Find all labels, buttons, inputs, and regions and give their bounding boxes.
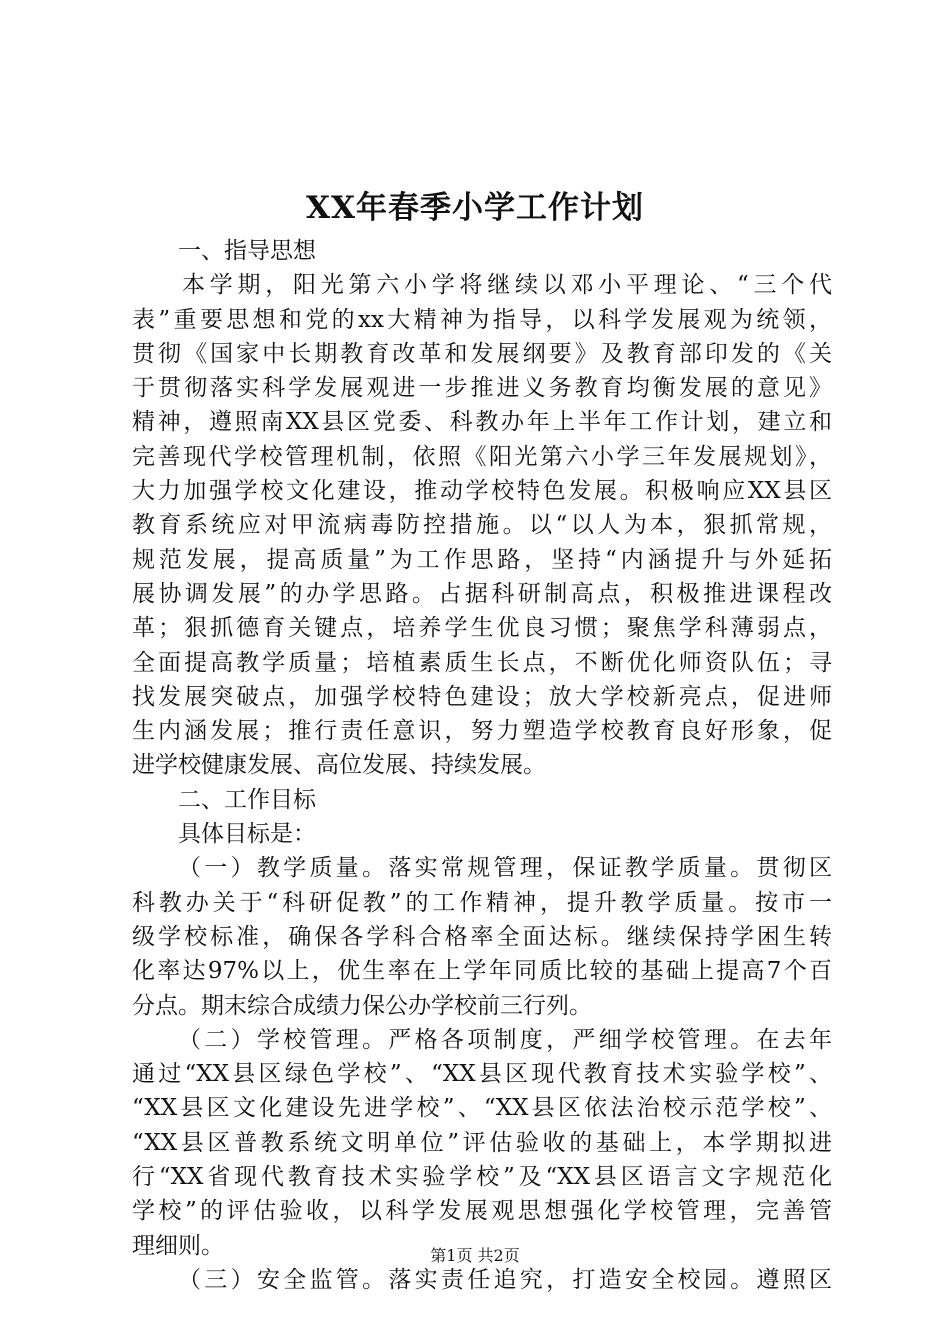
text-line: 完善现代学校管理机制，依照《阳光第六小学三年发展规划》，	[132, 443, 832, 470]
text-line: 生内涵发展；推行责任意识，努力塑造学校教育良好形象，促	[132, 718, 832, 745]
text-line: 于贯彻落实科学发展观进一步推进义务教育均衡发展的意见》	[132, 375, 832, 402]
text-line: 理细则。	[132, 1232, 224, 1259]
text-line: 学校”的评估验收，以科学发展观思想强化学校管理，完善管	[132, 1198, 832, 1225]
text-line: 找发展突破点，加强学校特色建设；放大学校新亮点，促进师	[132, 683, 832, 710]
text-line: 展协调发展”的办学思路。占据科研制高点，积极推进课程改	[132, 580, 832, 607]
text-line: 化率达97%以上，优生率在上学年同质比较的基础上提高7个百	[132, 958, 832, 985]
page-footer: 第1页 共2页	[430, 1246, 520, 1265]
text-line: 分点。期末综合成绩力保公办学校前三行列。	[132, 992, 592, 1019]
text-line: 表”重要思想和党的xx大精神为指导，以科学发展观为统领，	[132, 306, 832, 333]
text-line: 大力加强学校文化建设，推动学校特色发展。积极响应XX县区	[132, 478, 832, 505]
text-line: “XX县区文化建设先进学校”、“XX县区依法治校示范学校”、	[132, 1095, 832, 1122]
text-line: 二、工作目标	[178, 786, 316, 813]
text-line: 教育系统应对甲流病毒防控措施。以“以人为本，狠抓常规，	[132, 512, 832, 539]
text-line: 精神，遵照南XX县区党委、科教办年上半年工作计划，建立和	[132, 409, 832, 436]
text-line: （三）安全监管。落实责任追究，打造安全校园。遵照区	[178, 1266, 832, 1293]
text-line: 一、指导思想	[178, 238, 316, 264]
text-line: 进学校健康发展、高位发展、持续发展。	[132, 752, 546, 779]
text-line: 科教办关于“科研促教”的工作精神，提升教学质量。按市一	[132, 889, 832, 916]
text-line: 全面提高教学质量；培植素质生长点，不断优化师资队伍；寻	[132, 649, 832, 676]
text-line: 贯彻《国家中长期教育改革和发展纲要》及教育部印发的《关	[132, 340, 832, 367]
text-line: （一）教学质量。落实常规管理，保证教学质量。贯彻区	[178, 855, 832, 882]
text-line: 级学校标准，确保各学科合格率全面达标。继续保持学困生转	[132, 923, 832, 950]
text-line: “XX县区普教系统文明单位”评估验收的基础上，本学期拟进	[132, 1129, 832, 1156]
text-line: 本学期，阳光第六小学将继续以邓小平理论、“三个代	[182, 272, 832, 299]
text-line: 规范发展，提高质量”为工作思路，坚持“内涵提升与外延拓	[132, 546, 832, 573]
document-title: XX年春季小学工作计划	[305, 190, 645, 226]
document-body	[132, 234, 832, 1297]
text-line: 革；狠抓德育关键点，培养学生优良习惯；聚焦学科薄弱点，	[132, 615, 832, 642]
text-line: 通过“XX县区绿色学校”、“XX县区现代教育技术实验学校”、	[132, 1061, 832, 1088]
text-line: （二）学校管理。严格各项制度，严细学校管理。在去年	[178, 1026, 832, 1053]
text-line: 行“XX省现代教育技术实验学校”及“XX县区语言文字规范化	[132, 1164, 832, 1191]
text-line: 具体目标是：	[178, 821, 316, 848]
